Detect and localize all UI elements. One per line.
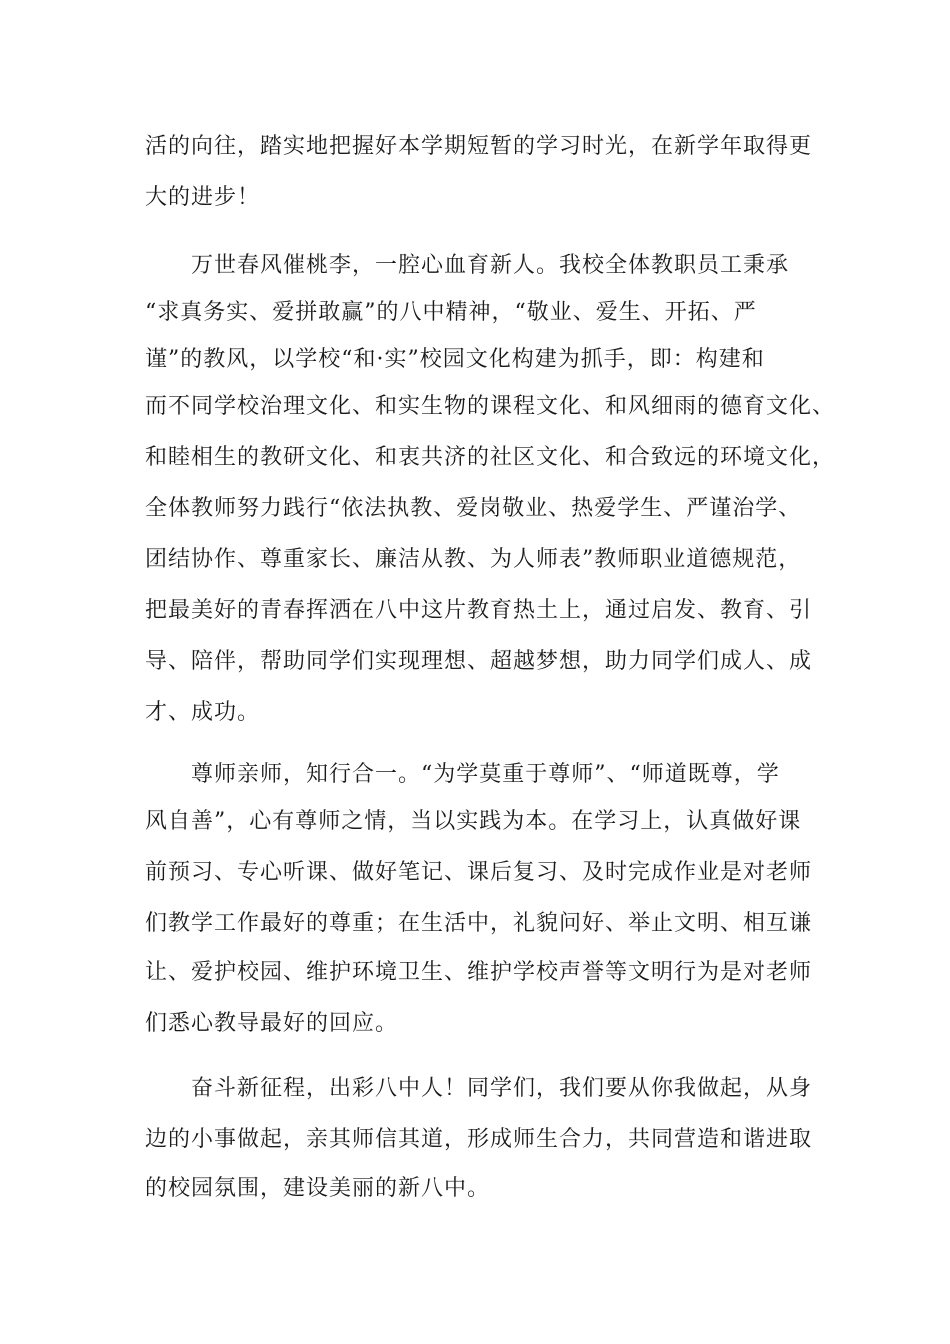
text-line: 导、陪伴，帮助同学们实现理想、超越梦想，助力同学们成人、成 xyxy=(145,649,813,674)
text-line: 尊师亲师，知行合一。“为学莫重于尊师”、“师道既尊，学 xyxy=(145,762,780,787)
text-line: 才、成功。 xyxy=(145,700,261,725)
text-line: 们悉心教导最好的回应。 xyxy=(145,1011,399,1036)
text-line: 们教学工作最好的尊重；在生活中，礼貌问好、举止文明、相互谦 xyxy=(145,911,813,936)
text-line: 让、爱护校园、维护环境卫生、维护学校声誉等文明行为是对老师 xyxy=(145,960,813,985)
text-line: 万世春风催桃李，一腔心血育新人。我校全体教职员工秉承 xyxy=(145,253,790,278)
text-line: “求真务实、爱拼敢赢”的八中精神，“敬业、爱生、开拓、严 xyxy=(145,300,757,325)
text-line: 而不同学校治理文化、和实生物的课程文化、和风细雨的德育文化、 xyxy=(145,394,836,419)
text-line: 大的进步！ xyxy=(145,185,261,210)
text-line: 前预习、专心听课、做好笔记、课后复习、及时完成作业是对老师 xyxy=(145,860,813,885)
text-line: 把最美好的青春挥洒在八中这片教育热土上，通过启发、教育、引 xyxy=(145,598,813,623)
text-line: 和睦相生的教研文化、和衷共济的社区文化、和合致远的环境文化， xyxy=(145,445,836,470)
text-line: 全体教师努力践行“依法执教、爱岗敬业、热爱学生、严谨治学、 xyxy=(145,496,802,521)
text-line: 团结协作、尊重家长、廉洁从教、为人师表”教师职业道德规范， xyxy=(145,547,802,572)
text-line: 风自善”，心有尊师之情，当以实践为本。在学习上，认真做好课 xyxy=(145,809,802,834)
text-line: 边的小事做起，亲其师信其道，形成师生合力，共同营造和谐进取 xyxy=(145,1127,813,1152)
text-line: 谨”的教风，以学校“和·实”校园文化构建为抓手，即：构建和 xyxy=(145,347,765,372)
text-line: 活的向往，踏实地把握好本学期短暂的学习时光，在新学年取得更 xyxy=(145,134,813,159)
text-line: 的校园氛围，建设美丽的新八中。 xyxy=(145,1176,491,1201)
text-line: 奋斗新征程，出彩八中人！同学们，我们要从你我做起，从身 xyxy=(145,1076,813,1101)
